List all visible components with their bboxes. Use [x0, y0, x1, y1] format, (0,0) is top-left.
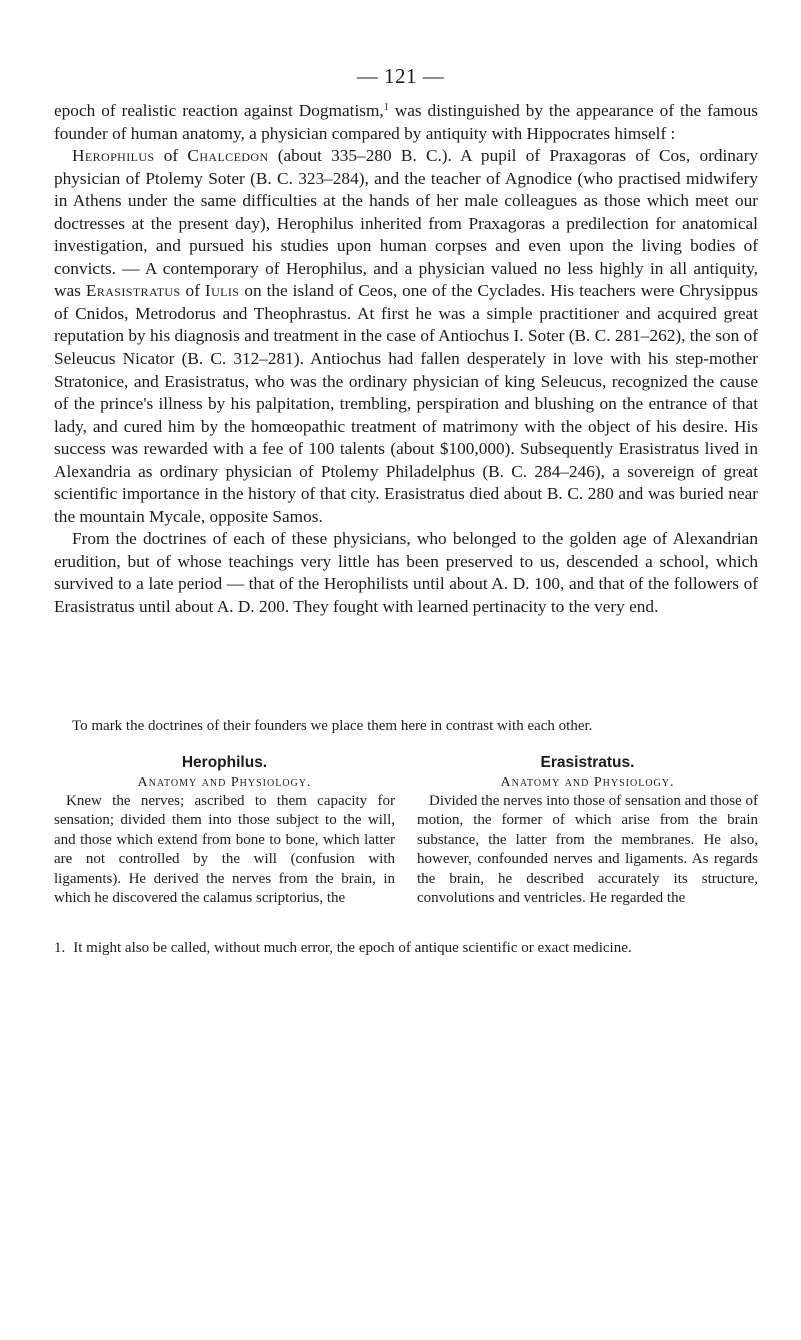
- column-herophilus: [54, 753, 395, 908]
- paragraph-2-text: (about 335–280 B. C.). A pupil of Praxagoras of Cos, ordinary physician of Ptolemy Soter (B. C. 323–284), and the teacher of Agnodice (who practised midwifery in Athens under the same difficulties at the hands of her male colleagues as those which meet our doctresses at the present day), Herophilus inherited from Praxagoras a predilection for anatomical investigation, and pursued his studies upon human corpses and even upon the living bodies of convicts. — A contemporary of Herophilus, and a physician valued no less highly in all antiquity, was: [54, 146, 758, 301]
- name-herophilus: Herophilus: [72, 146, 155, 166]
- comparison-intro: To mark the doctrines of their founders we place them here in contrast with each other.: [72, 718, 593, 734]
- place-chalcedon: Chalcedon: [187, 146, 269, 166]
- place-iulis: Iulis: [204, 281, 240, 301]
- column-subheading: Anatomy and Physiology.: [137, 775, 312, 790]
- paragraph-3: From the doctrines of each of these physicians, who belonged to the golden age of Alexandrian erudition, but of whose teachings very little has been preserved to us, descended a school, which survived to a late period — that of the Herophilists until about A. D. 100, and that of the followers of Erasistratus until about A. D. 200. They fought with learned pertinacity to the very end.: [54, 529, 758, 617]
- main-text: [54, 100, 758, 619]
- paragraph-1-text: epoch of realistic reaction against Dogmatism,: [54, 101, 384, 120]
- column-heading: Herophilus.: [181, 754, 268, 771]
- connector-of: of: [180, 281, 205, 301]
- page-number: — 121 —: [356, 64, 445, 88]
- name-erasistratus: Erasistratus: [85, 281, 181, 301]
- paragraph-1-text-continued: was distinguished by the appearance of the famous founder of human anatomy, a physician compared by antiquity with Hippocrates himself :: [54, 101, 758, 143]
- column-heading: Erasistratus.: [540, 754, 635, 771]
- comparison-columns: [54, 753, 758, 908]
- column-erasistratus: [417, 753, 758, 908]
- footnote-number: 1.: [54, 940, 66, 956]
- footnote-text: It might also be called, without much error, the epoch of antique scientific or exact medicine.: [73, 940, 632, 956]
- paragraph-2: [54, 145, 758, 528]
- column-text: Divided the nerves into those of sensation and those of motion, the former of which arise from the brain substance, the latter from the membranes. He also, however, confounded nerves and ligaments. As regards the brain, he described accurately its structure, convolutions and ventricles. He regarded the: [417, 793, 758, 907]
- footnote-reference: 1: [383, 102, 389, 113]
- footnote: [54, 939, 758, 958]
- paragraph-1: [54, 100, 758, 145]
- column-subheading: Anatomy and Physiology.: [500, 775, 675, 790]
- column-text: Knew the nerves; ascribed to them capacity for sensation; divided them into those subject to the will, and those which extend from bone to bone, which latter are not controlled by the will (confusion with ligaments). He derived the nerves from the brain, in which he discovered the calamus scriptorius, the: [54, 793, 395, 907]
- paragraph-2-text-continued: on the island of Ceos, one of the Cyclades. His teachers were Chrysippus of Cnidos, Metrodorus and Theophrastus. At first he was a simple practitioner and acquired great reputation by his diagnosis and treatment in the case of Antiochus I. Soter (B. C. 281–262), the son of Seleucus Nicator (B. C. 312–281). Antiochus had fallen desperately in love with his step-mother Stratonice, and Erasistratus, who was the ordinary physician of king Seleucus, recognized the cause of the prince's illness by his palpitation, trembling, perspiration and blushing on the entrance of that lady, and cured him by the homœopathic treatment of matrimony with the object of his desire. His success was rewarded with a fee of 100 talents (about $100,000). Subsequently Erasistratus lived in Alexandria as ordinary physician of Ptolemy Philadelphus (B. C. 284–246), a sovereign of great scientific importance in the history of that city. Erasistratus died about B. C. 280 and was buried near the mountain Mycale, opposite Samos.: [54, 281, 758, 526]
- connector-of: of: [154, 146, 188, 166]
